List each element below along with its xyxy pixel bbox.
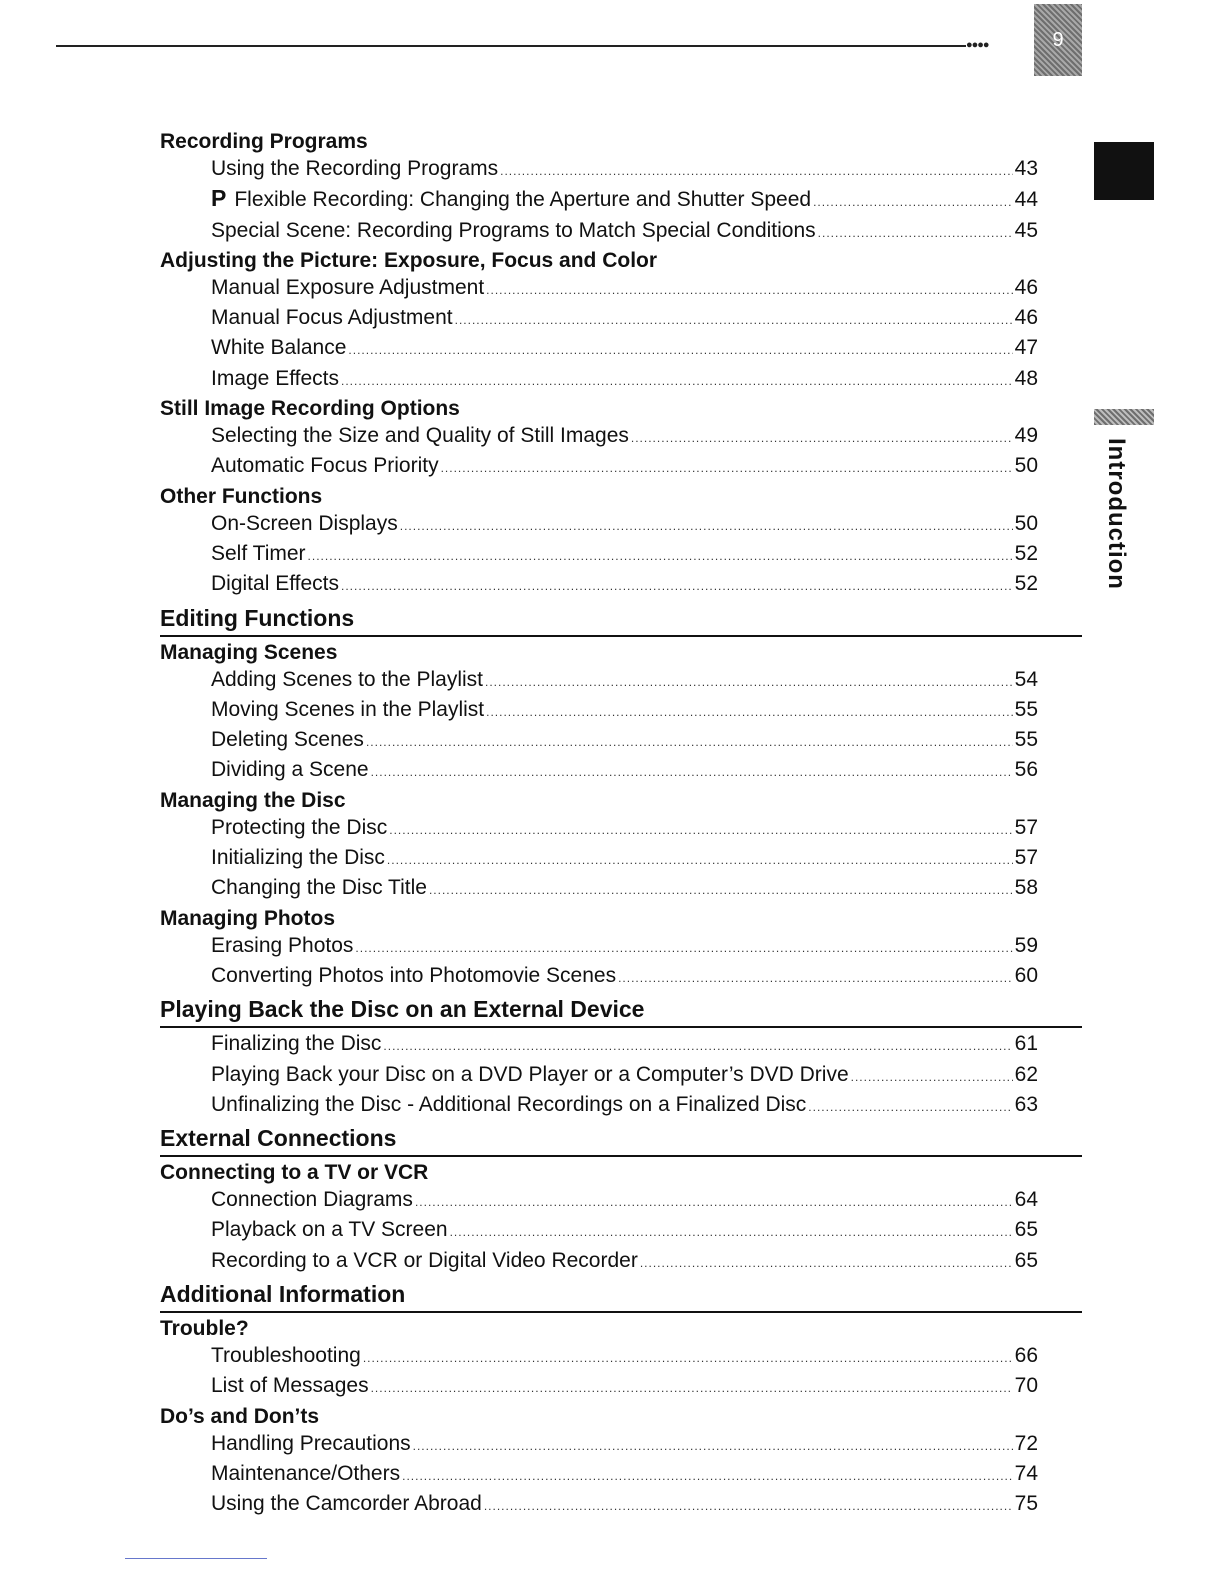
toc-entry-label	[211, 1342, 361, 1369]
toc-entry-page: 43	[1014, 157, 1038, 180]
chapter-marker-block	[1094, 142, 1154, 200]
toc-entry-text: Manual Exposure Adjustment	[211, 275, 485, 299]
toc-entry-text: Finalizing the Disc	[211, 1032, 382, 1056]
toc-entry[interactable]	[211, 726, 1038, 756]
toc-entry-page: 59	[1014, 933, 1038, 957]
toc-entry[interactable]	[211, 274, 1038, 304]
toc-entry-text: Recording to a VCR or Digital Video Recorder	[211, 1248, 638, 1272]
toc-entry[interactable]	[211, 1430, 1038, 1460]
toc-entry-label	[211, 1372, 369, 1399]
toc-entry-page: 75	[1014, 1492, 1038, 1516]
toc-entry-label	[211, 874, 427, 901]
table-of-contents	[160, 128, 1082, 1521]
toc-entry-label	[211, 1216, 448, 1243]
toc-entry-label	[211, 962, 616, 989]
dot-leader	[308, 540, 1013, 570]
header-rule	[56, 45, 966, 47]
toc-entry-text: Image Effects	[211, 366, 340, 390]
toc-entry-label	[211, 844, 385, 871]
section-title: Managing Scenes	[160, 640, 338, 664]
toc-entry-text: Using the Camcorder Abroad	[211, 1492, 482, 1516]
toc-entry-page: 58	[1014, 876, 1038, 900]
toc-entry-text: Protecting the Disc	[211, 815, 388, 839]
toc-entry-label	[211, 726, 364, 753]
dot-leader	[429, 874, 1013, 904]
dot-leader	[402, 1460, 1013, 1490]
toc-entry-text: Playback on a TV Screen	[211, 1218, 448, 1242]
toc-entry-label	[211, 814, 387, 841]
toc-entry-page: 74	[1014, 1461, 1038, 1485]
dot-leader	[371, 1372, 1013, 1402]
toc-entry-text: Using the Recording Programs	[211, 157, 499, 180]
toc-entry-text: Unfinalizing the Disc - Additional Recordings on a Finalized Disc	[211, 1092, 807, 1116]
toc-entry-text: Automatic Focus Priority	[211, 454, 439, 478]
toc-entry-page: 64	[1014, 1188, 1038, 1212]
toc-entry[interactable]	[211, 666, 1038, 696]
toc-entry-page: 61	[1014, 1032, 1038, 1056]
toc-entry-page: 50	[1014, 511, 1038, 535]
section-title: Trouble?	[160, 1317, 249, 1341]
dot-leader	[387, 844, 1013, 874]
toc-entry-page: 56	[1014, 758, 1038, 782]
toc-entry-page: 46	[1014, 275, 1038, 299]
program-p-icon: P	[211, 185, 227, 212]
category-title: Editing Functions	[160, 601, 1082, 637]
toc-entry[interactable]	[211, 1460, 1038, 1490]
toc-entry-text: Self Timer	[211, 541, 306, 565]
dot-leader	[818, 217, 1013, 247]
toc-entry-label	[211, 1061, 849, 1088]
toc-entry[interactable]	[211, 1372, 1038, 1402]
toc-entry-page: 55	[1014, 728, 1038, 752]
section-title: Do’s and Don’ts	[160, 1404, 320, 1428]
toc-entry[interactable]	[211, 304, 1038, 334]
toc-entry-text: Moving Scenes in the Playlist	[211, 697, 485, 721]
toc-entry-label	[211, 932, 353, 959]
dot-leader	[389, 814, 1012, 844]
toc-entry-text: Playing Back your Disc on a DVD Player or a Computer’s DVD Drive	[211, 1062, 849, 1086]
toc-entry-label	[211, 1091, 806, 1118]
toc-entry-text: Connection Diagrams	[211, 1188, 413, 1212]
toc-entry[interactable]	[211, 217, 1038, 247]
toc-entry-text: Troubleshooting	[211, 1344, 361, 1368]
toc-entry-text: White Balance	[211, 336, 347, 360]
toc-entry[interactable]	[211, 1186, 1038, 1216]
toc-entry-page: 62	[1014, 1062, 1038, 1086]
toc-entry-label	[211, 185, 811, 213]
toc-entry-text: Converting Photos into Photomovie Scenes	[211, 963, 617, 987]
dot-leader	[618, 962, 1013, 992]
toc-entry-page: 48	[1014, 366, 1038, 390]
toc-entry-page: 57	[1014, 846, 1038, 870]
toc-entry[interactable]	[211, 1247, 1038, 1277]
toc-entry-page: 70	[1014, 1374, 1038, 1398]
section-title: Other Functions	[160, 484, 323, 508]
page-number-box	[1034, 4, 1082, 76]
toc-entry-page: 63	[1014, 1092, 1038, 1116]
toc-entry-label	[211, 334, 346, 361]
toc-entry[interactable]	[211, 1490, 1038, 1520]
toc-entry-text: Deleting Scenes	[211, 728, 364, 752]
toc-entry-label	[211, 1030, 381, 1057]
toc-entry-label	[211, 1186, 413, 1213]
dot-leader	[486, 696, 1013, 726]
dot-leader	[486, 274, 1012, 304]
dot-leader	[851, 1061, 1013, 1091]
toc-entry-page: 45	[1014, 218, 1038, 242]
toc-entry-label	[211, 155, 498, 182]
toc-entry[interactable]	[211, 185, 1038, 216]
toc-entry-text: Digital Effects	[211, 572, 339, 596]
section-title: Recording Programs	[160, 130, 368, 153]
section-title: Adjusting the Picture: Exposure, Focus and Color	[160, 248, 658, 272]
dot-leader	[415, 1186, 1013, 1216]
toc-entry-page: 50	[1014, 454, 1038, 478]
toc-entry[interactable]	[211, 452, 1038, 482]
page-number: 9	[1052, 29, 1064, 51]
section-tab-marker	[1094, 409, 1154, 425]
toc-entry[interactable]	[211, 814, 1038, 844]
dot-leader	[485, 666, 1013, 696]
dot-leader	[371, 756, 1013, 786]
toc-entry-text: On-Screen Displays	[211, 511, 398, 535]
section-title: Managing Photos	[160, 906, 335, 930]
dot-leader	[808, 1091, 1012, 1121]
toc-entry-page: 52	[1014, 541, 1038, 565]
toc-entry-page: 54	[1014, 667, 1038, 691]
toc-entry[interactable]	[211, 510, 1038, 540]
toc-entry[interactable]	[211, 1061, 1038, 1091]
dot-leader	[450, 1216, 1013, 1246]
section-title: Connecting to a TV or VCR	[160, 1161, 429, 1185]
toc-entry-page: 66	[1014, 1344, 1038, 1368]
dot-leader	[484, 1490, 1013, 1520]
toc-entry-page: 52	[1014, 572, 1038, 596]
toc-entry[interactable]	[211, 155, 1038, 185]
toc-entry-page: 60	[1014, 963, 1038, 987]
dot-leader	[363, 1342, 1013, 1372]
dot-leader	[366, 726, 1013, 756]
dot-leader	[348, 334, 1012, 364]
toc-entry-label	[211, 510, 398, 537]
toc-entry-text: Dividing a Scene	[211, 758, 369, 782]
toc-entry-label	[211, 422, 629, 449]
toc-entry-label	[211, 1247, 638, 1274]
dot-leader	[631, 422, 1013, 452]
toc-entry[interactable]	[211, 1216, 1038, 1246]
toc-entry-label	[211, 217, 816, 244]
toc-entry-page: 46	[1014, 306, 1038, 330]
category-title: External Connections	[160, 1121, 1082, 1157]
toc-entry-label	[211, 365, 339, 392]
toc-entry[interactable]	[211, 365, 1038, 395]
header-dots-ornament: ●●●●	[966, 39, 989, 51]
dot-leader	[341, 570, 1013, 600]
toc-entry[interactable]	[211, 540, 1038, 570]
dot-leader	[383, 1030, 1012, 1060]
dot-leader	[413, 1430, 1013, 1460]
toc-entry-label	[211, 756, 369, 783]
toc-entry[interactable]	[211, 334, 1038, 364]
toc-entry-page: 65	[1014, 1248, 1038, 1272]
toc-entry[interactable]	[211, 756, 1038, 786]
toc-entry-label	[211, 1460, 400, 1487]
toc-entry-text: Special Scene: Recording Programs to Match Special Conditions	[211, 218, 816, 242]
dot-leader	[455, 304, 1013, 334]
toc-entry[interactable]	[211, 844, 1038, 874]
toc-entry[interactable]	[211, 962, 1038, 992]
toc-entry-label	[211, 304, 453, 331]
toc-entry[interactable]	[211, 1091, 1038, 1121]
toc-entry-page: 72	[1014, 1431, 1038, 1455]
toc-entry-label	[211, 1430, 411, 1457]
toc-entry-text: Erasing Photos	[211, 933, 354, 957]
toc-entry-text: Initializing the Disc	[211, 846, 385, 870]
dot-leader	[813, 186, 1013, 216]
toc-entry-text: Manual Focus Adjustment	[211, 306, 453, 330]
toc-entry-label	[211, 540, 306, 567]
toc-entry-text: Adding Scenes to the Playlist	[211, 667, 483, 691]
toc-entry-text: Changing the Disc Title	[211, 876, 427, 900]
toc-entry[interactable]	[211, 570, 1038, 600]
toc-entry-text: Handling Precautions	[211, 1431, 411, 1455]
toc-entry-text: Selecting the Size and Quality of Still Images	[211, 424, 629, 448]
toc-entry-label	[211, 666, 483, 693]
category-title: Additional Information	[160, 1277, 1082, 1313]
toc-entry[interactable]	[211, 874, 1038, 904]
dot-leader	[500, 155, 1013, 185]
dot-leader	[355, 932, 1012, 962]
toc-entry[interactable]	[211, 696, 1038, 726]
toc-entry[interactable]	[211, 422, 1038, 452]
dot-leader	[441, 452, 1013, 482]
toc-entry-page: 55	[1014, 697, 1038, 721]
toc-entry-page: 57	[1014, 815, 1038, 839]
toc-entry-label	[211, 570, 339, 597]
toc-entry-label	[211, 452, 439, 479]
toc-entry-text: Flexible Recording: Changing the Aperture and Shutter Speed	[234, 188, 812, 212]
toc-entry-page: 44	[1014, 188, 1038, 212]
footer-rule	[125, 1558, 267, 1559]
section-tab-label: Introduction	[1103, 438, 1130, 590]
toc-entry[interactable]	[211, 1030, 1038, 1060]
toc-entry[interactable]	[211, 932, 1038, 962]
toc-entry-label	[211, 696, 484, 723]
toc-entry-page: 47	[1014, 336, 1038, 360]
toc-entry[interactable]	[211, 1342, 1038, 1372]
dot-leader	[400, 510, 1013, 540]
toc-entry-label	[211, 1490, 482, 1517]
category-title: Playing Back the Disc on an External Device	[160, 992, 1082, 1028]
dot-leader	[341, 365, 1013, 395]
toc-entry-page: 49	[1014, 424, 1038, 448]
section-title: Managing the Disc	[160, 788, 346, 812]
section-title: Still Image Recording Options	[160, 397, 460, 421]
toc-entry-text: Maintenance/Others	[211, 1461, 401, 1485]
toc-entry-label	[211, 274, 484, 301]
dot-leader	[640, 1247, 1013, 1277]
toc-entry-page: 65	[1014, 1218, 1038, 1242]
toc-entry-text: List of Messages	[211, 1374, 369, 1398]
